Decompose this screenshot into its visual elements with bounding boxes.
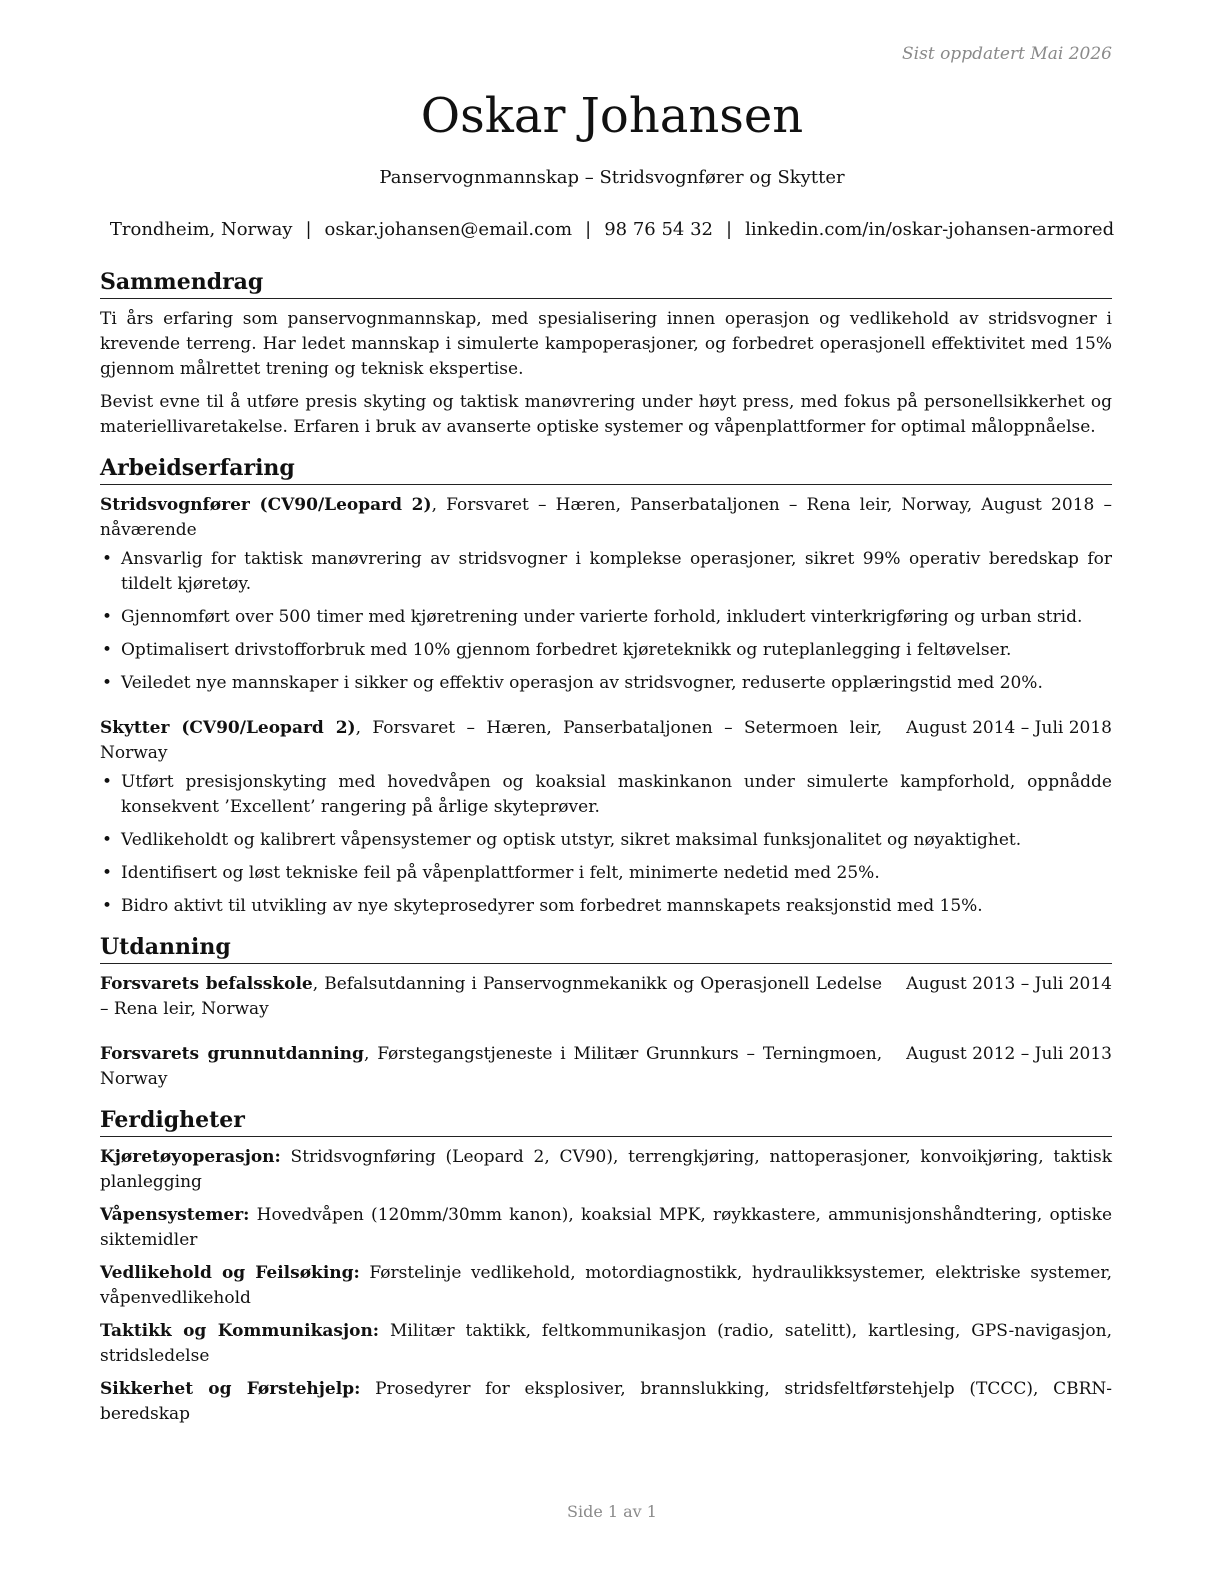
job-details: , Forsvaret – Hæren, Panserbataljonen – Rena leir, Norway [431, 495, 967, 515]
contact-phone: 98 76 54 32 [604, 219, 713, 240]
contact-location: Trondheim, Norway [109, 219, 293, 240]
page-number: Side 1 av 1 [567, 1502, 657, 1521]
contact-linkedin[interactable]: linkedin.com/in/oskar-johansen-armored [745, 219, 1115, 240]
list-item: • Ansvarlig for taktisk manøvrering av stridsvogner i komplekse operasjoner, sikret 99% operativ beredskap for tildelt kjøretøy. [100, 547, 1112, 597]
skills-section [100, 1106, 1112, 1427]
job-bullets [100, 547, 1112, 696]
section-title: Ferdigheter [100, 1106, 1112, 1137]
education-details: , Førstegangstjeneste i Militær Grunnkurs – Terningmoen, Norway [100, 1044, 883, 1089]
skill-text: Førstelinje vedlikehold, motordiagnostikk, hydraulikksystemer, elektriske systemer, våpenvedlikehold [100, 1263, 1112, 1308]
job-role: Skytter (CV90/Leopard 2) [100, 718, 356, 738]
section-title: Sammendrag [100, 268, 1112, 299]
list-item: • Veiledet nye mannskaper i sikker og effektiv operasjon av stridsvogner, reduserte opplæringstid med 20%. [100, 671, 1112, 696]
job-entry [100, 493, 1112, 696]
contact-separator: | [725, 219, 733, 240]
job-role: Stridsvognfører (CV90/Leopard 2) [100, 495, 432, 515]
job-dates: August 2014 – Juli 2018 [906, 718, 1112, 738]
education-dates: August 2013 – Juli 2014 [906, 974, 1112, 994]
contact-separator: | [585, 219, 592, 240]
section-title: Utdanning [100, 933, 1112, 964]
contact-line [0, 219, 1224, 240]
skill-label: Kjøretøyoperasjon: [100, 1147, 281, 1167]
list-item: • Identifisert og løst tekniske feil på våpenplattformer i felt, minimerte nedetid med 25%. [100, 861, 1112, 886]
education-entry [100, 972, 1112, 1022]
candidate-name: Oskar Johansen [420, 88, 804, 144]
experience-section [100, 454, 1112, 919]
education-details: , Befalsutdanning i Panservognmekanikk og Operasjonell Ledelse – Rena leir, Norway [100, 974, 883, 1019]
job-dates: August 2018 – nåværende [100, 495, 1112, 540]
summary-paragraph: Ti års erfaring som panservognmannskap, med spesialisering innen operasjon og vedlikehold av stridsvogner i krevende terreng. Har ledet mannskap i simulerte kampoperasjoner, og forbedret operasjonell effektivitet med 15% gjennom målrettet trening og teknisk ekspertise. [100, 309, 1112, 379]
job-details: , Forsvaret – Hæren, Panserbataljonen – Setermoen leir, Norway [100, 718, 883, 763]
summary-paragraph: Bevist evne til å utføre presis skyting og taktisk manøvrering under høyt press, med fokus på personellsikkerhet og materiellivaretakelse. Erfaren i bruk av avanserte optiske systemer og våpenplattformer for optimal måloppnåelse. [100, 392, 1112, 437]
skill-label: Sikkerhet og Førstehjelp: [100, 1379, 361, 1399]
list-item: • Optimalisert drivstofforbruk med 10% gjennom forbedret kjøreteknikk og ruteplanlegging i feltøvelser. [100, 638, 1112, 663]
list-item: • Vedlikeholdt og kalibrert våpensystemer og optisk utstyr, sikret maksimal funksjonalitet og nøyaktighet. [100, 828, 1112, 853]
skill-item [100, 1377, 1112, 1427]
last-updated: Sist oppdatert Mai 2026 [902, 44, 1112, 64]
job-entry [100, 716, 1112, 919]
list-item: • Utført presisjonskyting med hovedvåpen og koaksial maskinkanon under simulerte kampforhold, oppnådde konsekvent ’Excellent’ rangering på årlige skyteprøver. [100, 770, 1112, 820]
section-title: Arbeidserfaring [100, 454, 1112, 485]
skill-text: Hovedvåpen (120mm/30mm kanon), koaksial MPK, røykkastere, ammunisjonshåndtering, optiske siktemidler [100, 1205, 1112, 1250]
education-school: Forsvarets grunnutdanning [100, 1044, 364, 1064]
resume-content [100, 268, 1112, 1427]
skill-item [100, 1261, 1112, 1311]
list-item: • Gjennomført over 500 timer med kjøretrening under varierte forhold, inkludert vinterkrigføring og urban strid. [100, 605, 1112, 630]
skill-item [100, 1145, 1112, 1195]
skill-item [100, 1203, 1112, 1253]
skill-label: Taktikk og Kommunikasjon: [100, 1321, 380, 1341]
skill-text: Militær taktikk, feltkommunikasjon (radio, satelitt), kartlesing, GPS-navigasjon, stridsledelse [100, 1321, 1113, 1366]
skill-label: Våpensystemer: [100, 1205, 250, 1225]
job-header: Stridsvognfører (CV90/Leopard 2), Forsvaret – Hæren, Panserbataljonen – Rena leir, Norway, August 2018 – nåværende [100, 495, 1112, 540]
contact-separator: | [305, 219, 312, 240]
education-school: Forsvarets befalsskole [100, 974, 313, 994]
job-bullets [100, 770, 1112, 919]
skill-text: Stridsvognføring (Leopard 2, CV90), terrengkjøring, nattoperasjoner, konvoikjøring, taktisk planlegging [100, 1147, 1112, 1192]
skill-text: Prosedyrer for eksplosiver, brannslukking, stridsfeltførstehjelp (TCCC), CBRN-beredskap [100, 1379, 1112, 1424]
summary-section [100, 268, 1112, 440]
education-dates: August 2012 – Juli 2013 [906, 1044, 1112, 1064]
contact-email[interactable]: oskar.johansen@email.com [324, 219, 573, 240]
list-item: • Bidro aktivt til utvikling av nye skyteprosedyrer som forbedret mannskapets reaksjonstid med 15%. [100, 894, 1112, 919]
tagline: Panservognmannskap – Stridsvognfører og Skytter [379, 167, 845, 188]
education-section [100, 933, 1112, 1092]
skill-label: Vedlikehold og Feilsøking: [100, 1263, 360, 1283]
skill-item [100, 1319, 1112, 1369]
job-header [100, 716, 1112, 766]
education-entry [100, 1042, 1112, 1092]
